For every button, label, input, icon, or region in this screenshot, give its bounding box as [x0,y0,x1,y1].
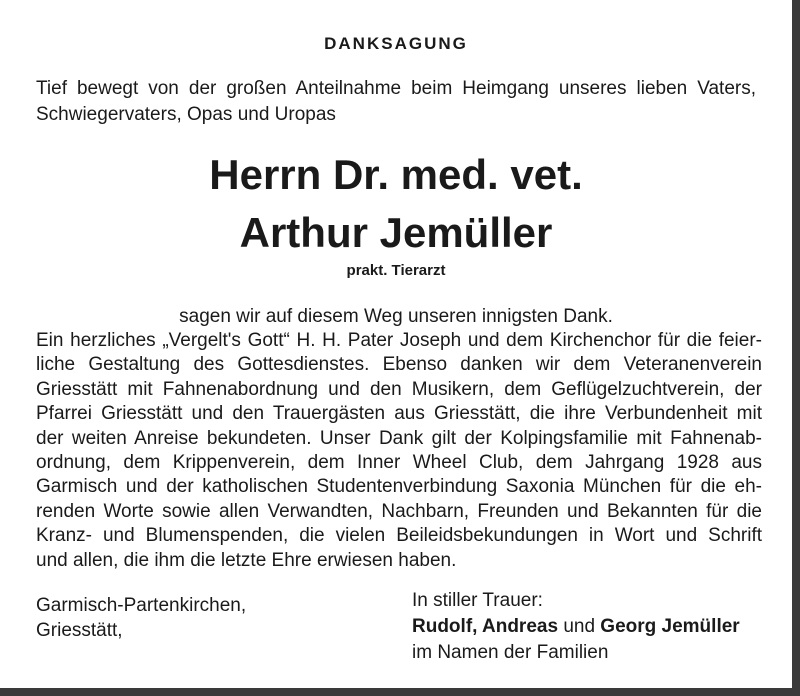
body-line: und allen, die ihm die letzte Ehre erwiesen haben. [36,549,457,571]
intro-line: Schwiegervaters, Opas und Uropas [36,104,336,125]
deceased-profession: prakt. Tierarzt [346,262,446,279]
signer-connector: und [563,616,596,637]
families-line: im Namen der Familien [412,642,609,663]
intro-line: Tief bewegt von der großen Anteilnahme beim Heimgang unseres lieben Vaters, [36,78,756,99]
thanks-intro: sagen wir auf diesem Weg unseren innigsten Dank. [179,306,613,327]
intro-paragraph [36,76,756,128]
body-line: Kranz- und Blumenspenden, die vielen Beileidsbekundungen in Wort und Schrift [36,525,762,547]
place-line: Garmisch-Partenkirchen, [36,595,247,616]
deceased-title-line: Herrn Dr. med. vet. [209,151,583,198]
place-line: Griesstätt, [36,620,123,641]
mourning-label: In stiller Trauer: [412,590,543,611]
deceased-name: Arthur Jemüller [239,209,553,256]
places-block [36,593,246,643]
signer-names-first: Rudolf, Andreas [412,616,559,637]
body-line: der weiten Anreise bekundeten. Unser Dank gilt der Kolpingsfamilie mit Fahnenab- [36,427,762,449]
signer-names [412,614,740,640]
signers-block [412,588,740,666]
thanks-body [36,329,762,573]
body-line: Pfarrei Griesstätt und den Trauergästen aus Griesstätt, die ihre Verbundenheit mit [36,403,762,425]
body-line: renden Worte sowie allen Verwandten, Nachbarn, Freunden und Bekannten für die [36,500,762,522]
body-line: liche Gestaltung des Gottesdienstes. Ebenso danken wir dem Veteranenverein [36,354,762,376]
signer-names-second: Georg Jemüller [600,616,740,637]
body-line: Ein herzliches „Vergelt's Gott“ H. H. Pater Joseph und dem Kirchenchor für die feier- [36,330,762,351]
notice-heading: DANKSAGUNG [324,34,468,53]
body-line: Griesstätt mit Fahnenabordnung und den Musikern, dem Geflügelzuchtverein, der [36,378,762,400]
body-line: ordnung, dem Krippenverein, dem Inner Wheel Club, dem Jahrgang 1928 aus [36,451,762,473]
body-line: Garmisch und der katholischen Studentenverbindung Saxonia München für die eh- [36,476,762,498]
